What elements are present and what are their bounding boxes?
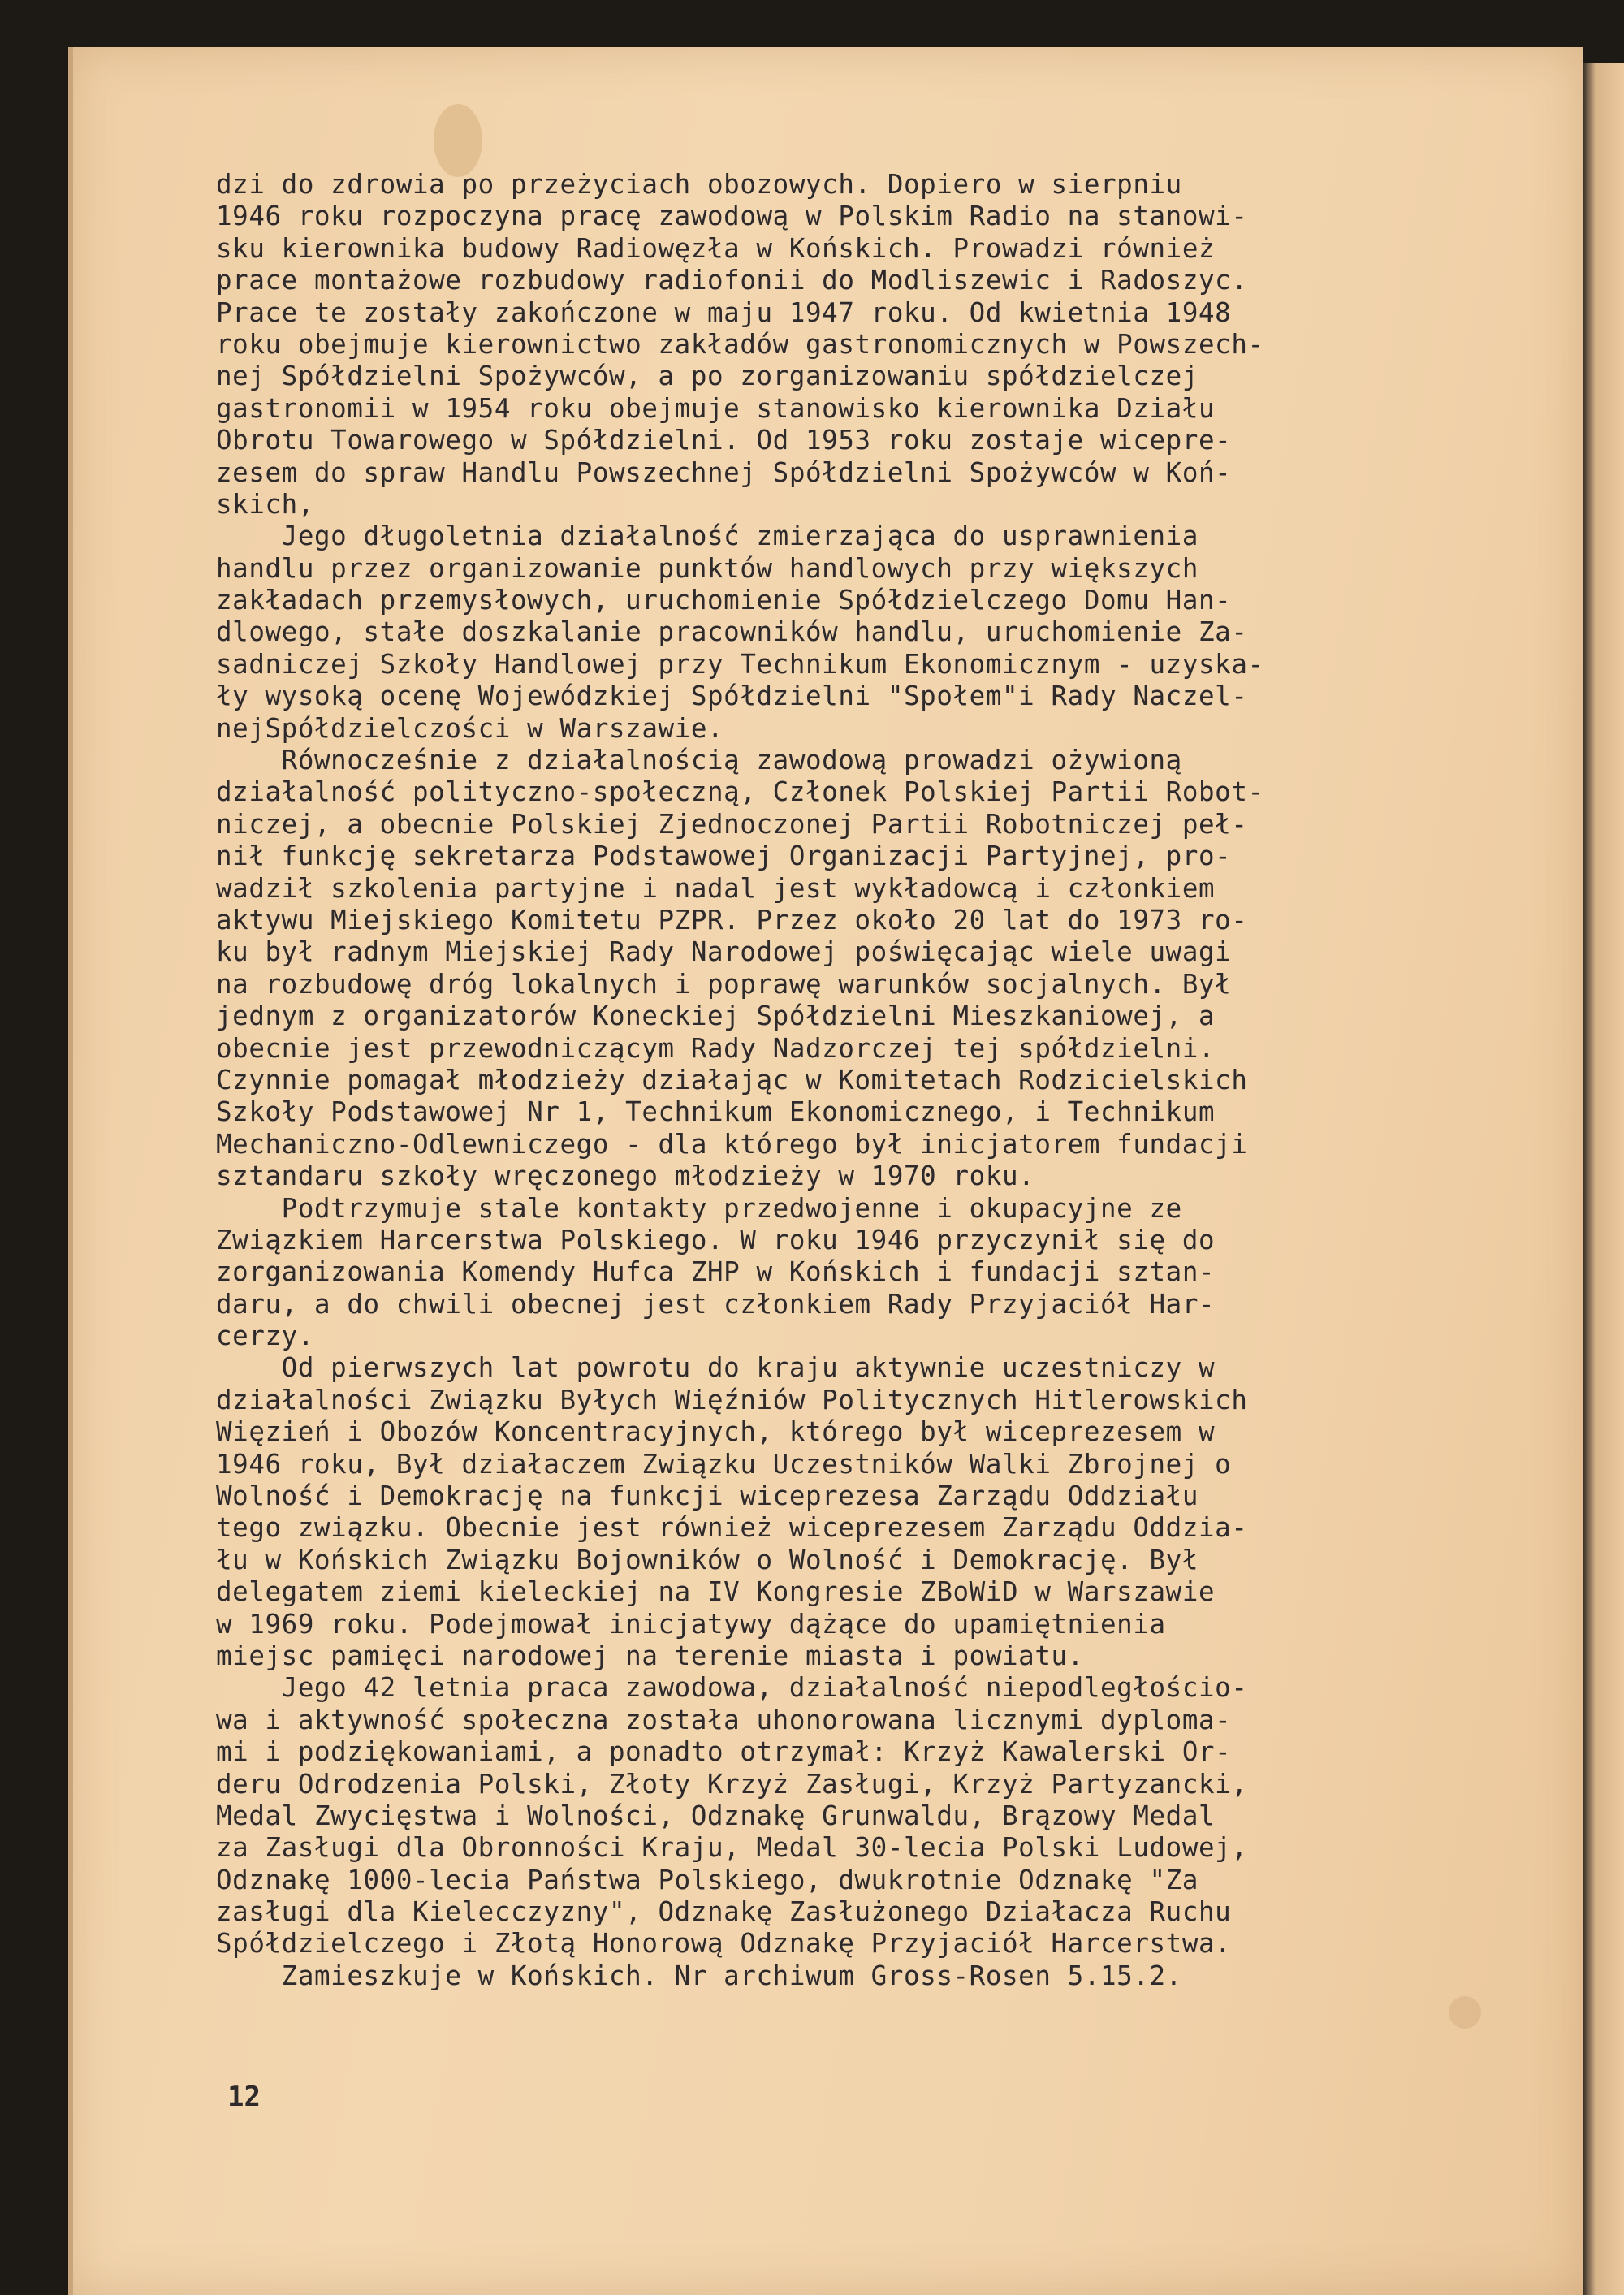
text-line: Odznakę 1000-lecia Państwa Polskiego, dwukrotnie Odznakę "Za bbox=[216, 1864, 1199, 1895]
text-line: zakładach przemysłowych, uruchomienie Spółdzielczego Domu Han- bbox=[216, 585, 1232, 616]
text-line: Równocześnie z działalnością zawodową prowadzi ożywioną bbox=[216, 745, 1182, 776]
text-line: aktywu Miejskiego Komitetu PZPR. Przez około 20 lat do 1973 ro- bbox=[216, 904, 1248, 936]
text-line: gastronomii w 1954 roku obejmuje stanowisko kierownika Działu bbox=[216, 392, 1216, 424]
text-line bbox=[216, 1992, 1483, 2024]
text-line: Związkiem Harcerstwa Polskiego. W roku 1946 przyczynił się do bbox=[216, 1224, 1216, 1256]
text-line: działalności Związku Byłych Więźniów Politycznych Hitlerowskich bbox=[216, 1384, 1248, 1415]
text-line: nił funkcję sekretarza Podstawowej Organizacji Partyjnej, pro- bbox=[216, 841, 1232, 872]
text-line: wadził szkolenia partyjne i nadal jest wykładowcą i członkiem bbox=[216, 872, 1216, 904]
text-line: mi i podziękowaniami, a ponadto otrzymał: Krzyż Kawalerski Or- bbox=[216, 1736, 1232, 1768]
text-line: Prace te zostały zakończone w maju 1947 roku. Od kwietnia 1948 bbox=[216, 296, 1232, 328]
adjacent-page-edge bbox=[1583, 63, 1624, 2295]
text-line: skich, bbox=[216, 488, 314, 520]
text-line: Medal Zwycięstwa i Wolności, Odznakę Grunwaldu, Brązowy Medal bbox=[216, 1800, 1216, 1831]
text-line: obecnie jest przewodniczącym Rady Nadzorczej tej spółdzielni. bbox=[216, 1032, 1216, 1064]
text-line: nejSpółdzielczości w Warszawie. bbox=[216, 712, 724, 744]
text-line: wa i aktywność społeczna została uhonorowana licznymi dyploma- bbox=[216, 1704, 1232, 1735]
text-line: na rozbudowę dróg lokalnych i poprawę warunków socjalnych. Był bbox=[216, 968, 1232, 1000]
text-line: Szkoły Podstawowej Nr 1, Technikum Ekonomicznego, i Technikum bbox=[216, 1096, 1216, 1128]
text-line: roku obejmuje kierownictwo zakładów gastronomicznych w Powszech- bbox=[216, 328, 1264, 360]
text-line: delegatem ziemi kieleckiej na IV Kongresie ZBoWiD w Warszawie bbox=[216, 1576, 1216, 1608]
text-line: niczej, a obecnie Polskiej Zjednoczonej Partii Robotniczej peł- bbox=[216, 808, 1248, 840]
text-line: za Zasługi dla Obronności Kraju, Medal 30-lecia Polski Ludowej, bbox=[216, 1832, 1248, 1864]
text-line: sku kierownika budowy Radiowęzła w Końskich. Prowadzi również bbox=[216, 232, 1216, 264]
text-line: jednym z organizatorów Koneckiej Spółdzielni Mieszkaniowej, a bbox=[216, 1001, 1216, 1032]
text-line: Czynnie pomagał młodzieży działając w Komitetach Rodzicielskich bbox=[216, 1064, 1248, 1096]
text-line: dzi do zdrowia po przeżyciach obozowych. Dopiero w sierpniu bbox=[216, 169, 1182, 200]
text-line: Obrotu Towarowego w Spółdzielni. Od 1953 roku zostaje wicepre- bbox=[216, 425, 1232, 456]
text-line: sadniczej Szkoły Handlowej przy Technikum Ekonomicznym - uzyska- bbox=[216, 648, 1264, 680]
text-line: Od pierwszych lat powrotu do kraju aktywnie uczestniczy w bbox=[216, 1352, 1216, 1384]
text-line: ły wysoką ocenę Wojewódzkiej Spółdzielni "Społem"i Rady Naczel- bbox=[216, 681, 1248, 712]
text-line: dlowego, stałe doszkalanie pracowników handlu, uruchomienie Za- bbox=[216, 616, 1248, 648]
text-line: Więzień i Obozów Koncentracyjnych, którego był wiceprezesem w bbox=[216, 1416, 1216, 1448]
text-line: handlu przez organizowanie punktów handlowych przy większych bbox=[216, 552, 1199, 584]
text-line: w 1969 roku. Podejmował inicjatywy dążące do upamiętnienia bbox=[216, 1608, 1166, 1640]
paper-stain bbox=[434, 104, 482, 177]
page-edge bbox=[68, 47, 73, 2295]
text-line: Wolność i Demokrację na funkcji wiceprezesa Zarządu Oddziału bbox=[216, 1480, 1199, 1512]
text-line: tego związku. Obecnie jest również wiceprezesem Zarządu Oddzia- bbox=[216, 1512, 1248, 1544]
text-line: miejsc pamięci narodowej na terenie miasta i powiatu. bbox=[216, 1640, 1084, 1671]
text-line: Zamieszkuje w Końskich. Nr archiwum Gross-Rosen 5.15.2. bbox=[216, 1960, 1182, 1991]
text-line: prace montażowe rozbudowy radiofonii do Modliszewic i Radoszyc. bbox=[216, 265, 1248, 296]
text-line: nej Spółdzielni Spożywców, a po zorganizowaniu spółdzielczej bbox=[216, 361, 1199, 392]
text-line: deru Odrodzenia Polski, Złoty Krzyż Zasługi, Krzyż Partyzancki, bbox=[216, 1768, 1248, 1800]
text-line: zorganizowania Komendy Hufca ZHP w Końskich i fundacji sztan- bbox=[216, 1256, 1216, 1288]
text-line: łu w Końskich Związku Bojowników o Wolność i Demokrację. Był bbox=[216, 1544, 1199, 1575]
text-line: zasługi dla Kielecczyzny", Odznakę Zasłużonego Działacza Ruchu bbox=[216, 1896, 1232, 1928]
text-line: 1946 roku, Był działaczem Związku Uczestników Walki Zbrojnej o bbox=[216, 1448, 1232, 1480]
text-line: ku był radnym Miejskiej Rady Narodowej poświęcając wiele uwagi bbox=[216, 936, 1232, 968]
text-line: 1946 roku rozpoczyna pracę zawodową w Polskim Radio na stanowi- bbox=[216, 201, 1248, 232]
text-line: Jego długoletnia działalność zmierzająca do usprawnienia bbox=[216, 521, 1199, 552]
text-line: działalność polityczno-społeczną, Członek Polskiej Partii Robot- bbox=[216, 776, 1264, 808]
text-line: Mechaniczno-Odlewniczego - dla którego był inicjatorem fundacji bbox=[216, 1128, 1248, 1160]
text-line: daru, a do chwili obecnej jest członkiem Rady Przyjaciół Har- bbox=[216, 1288, 1216, 1320]
text-line: zesem do spraw Handlu Powszechnej Spółdzielni Spożywców w Koń- bbox=[216, 456, 1232, 488]
text-line: Podtrzymuje stale kontakty przedwojenne i okupacyjne ze bbox=[216, 1192, 1182, 1224]
text-line: cerzy. bbox=[216, 1320, 314, 1352]
page-number: 12 bbox=[227, 2081, 261, 2113]
text-line: sztandaru szkoły wręczonego młodzieży w 1970 roku. bbox=[216, 1160, 1035, 1192]
body-text bbox=[216, 169, 1483, 2025]
text-line: Jego 42 letnia praca zawodowa, działalność niepodległościo- bbox=[216, 1672, 1248, 1704]
text-line: Spółdzielczego i Złotą Honorową Odznakę Przyjaciół Harcerstwa. bbox=[216, 1928, 1232, 1960]
